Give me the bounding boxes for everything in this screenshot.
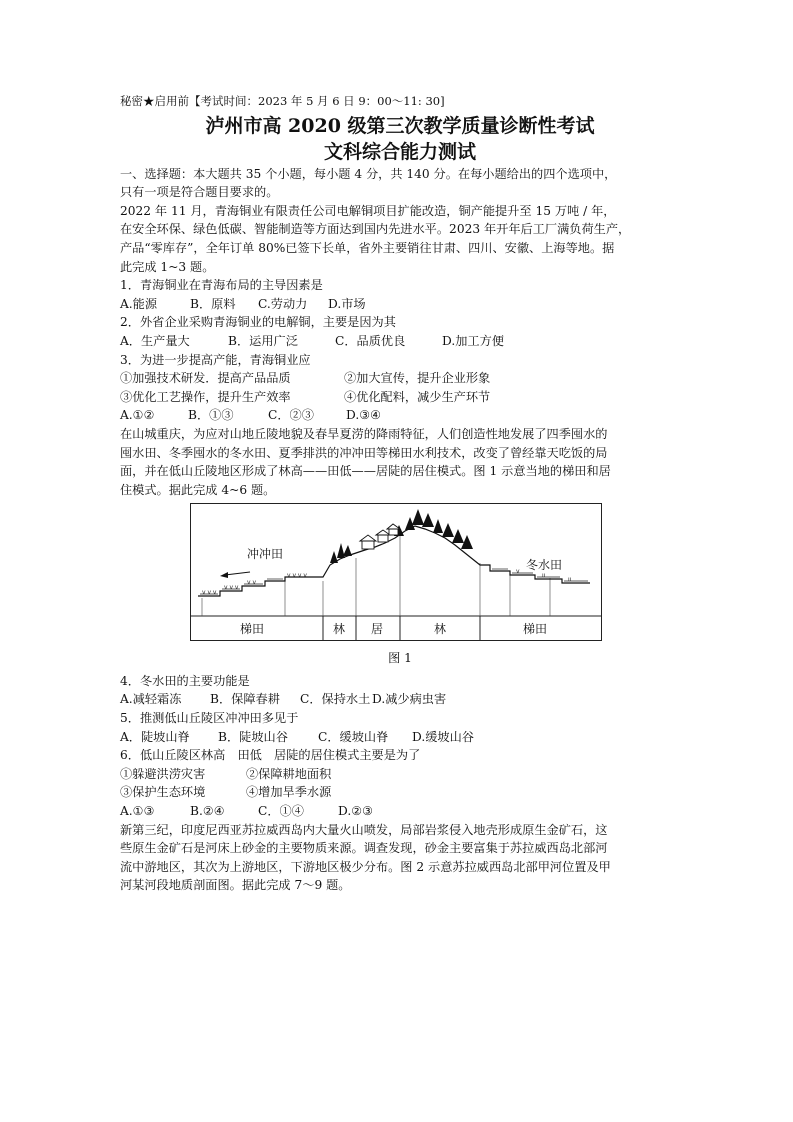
statement: ①躲避洪涝灾害 (120, 766, 206, 781)
option-c: C．②③ (268, 408, 314, 423)
exam-subtitle: 文科综合能力测试 (323, 140, 476, 163)
passage-line: 新第三纪，印度尼西亚苏拉威西岛内大量火山喷发，局部岩浆侵入地壳形成原生金矿石，这 (120, 822, 608, 837)
option-d: D.市场 (328, 296, 366, 311)
figure-caption: 图 1 (388, 651, 412, 666)
option-c: C．保持水土 (300, 692, 371, 707)
statement-row (120, 765, 680, 784)
dongshui-field-label: 冬水田 (526, 558, 563, 573)
statement: ④增加旱季水源 (246, 785, 332, 800)
statement: ②加大宣传，提升企业形象 (344, 371, 491, 386)
question-stem: 4．冬水田的主要功能是 (120, 673, 250, 688)
option-a: A．生产量大 (120, 333, 190, 348)
question-options (120, 295, 680, 314)
zone-label: 居 (371, 622, 384, 637)
passage-line: 囤水田、冬季囤水的冬水田、夏季排洪的冲冲田等梯田水利技术，改变了曾经靠天吃饭的局 (120, 445, 608, 460)
option-d: D.加工方便 (442, 333, 504, 348)
svg-text:v: v (516, 568, 520, 576)
statement: ③优化工艺操作，提升生产效率 (120, 389, 291, 404)
exam-header: 秘密★启用前【考试时间：2023 年 5 月 6 日 9：00～11: 30] (120, 94, 445, 108)
question-stem: 5．推测低山丘陵区冲冲田多见于 (120, 711, 299, 726)
instructions-line: 只有一项是符合题目要求的。 (120, 185, 279, 200)
option-d: D.②③ (338, 804, 374, 819)
exam-title: 泸州市高 2020 级第三次教学质量诊断性考试 (205, 114, 595, 137)
question-options (120, 728, 680, 747)
option-a: A.①③ (120, 804, 155, 819)
passage-line: 2022 年 11 月，青海铜业有限责任公司电解铜项目扩能改造，铜产能提升至 15 万吨 / 年， (120, 203, 616, 218)
svg-text:v v v: v v v (224, 584, 239, 592)
option-b: B．原料 (190, 296, 236, 311)
option-d: D.③④ (346, 408, 382, 423)
option-b: B．保障春耕 (210, 692, 280, 707)
svg-text:ıı: ıı (568, 576, 572, 584)
chongchong-field-label: 冲冲田 (247, 547, 284, 562)
option-c: C．①④ (258, 804, 304, 819)
statement: ①加强技术研发．提高产品品质 (120, 371, 291, 386)
option-d: D.缓坡山谷 (412, 729, 474, 744)
option-c: C．品质优良 (335, 333, 406, 348)
passage-line: 住模式。据此完成 4~6 题。 (120, 482, 276, 497)
svg-text:ıı: ıı (542, 572, 546, 580)
option-a: A.能源 (120, 296, 158, 311)
passage-line: 此完成 1~3 题。 (120, 259, 215, 274)
statement: ④优化配料，减少生产环节 (344, 389, 491, 404)
option-b: B．①③ (188, 408, 234, 423)
question-stem: 6．低山丘陵区林高 田低 居陡的居住模式主要是为了 (120, 748, 421, 763)
statement: ③保护生态环境 (120, 785, 206, 800)
question-stem: 1．青海铜业在青海布局的主导因素是 (120, 278, 323, 293)
option-a: A.①② (120, 408, 155, 423)
option-c: C.劳动力 (258, 296, 308, 311)
question-stem: 3．为进一步提高产能，青海铜业应 (120, 352, 311, 367)
instructions-line: 一、选择题：本大题共 35 个小题，每小题 4 分，共 140 分。在每小题给出的四个选项中， (120, 166, 617, 181)
question-options (120, 802, 680, 821)
statement: ②保障耕地面积 (246, 766, 332, 781)
option-b: B．陡坡山谷 (218, 729, 288, 744)
option-c: C．缓坡山脊 (318, 729, 389, 744)
option-a: A.减轻霜冻 (120, 692, 182, 707)
question-stem: 2．外省企业采购青海铜业的电解铜，主要是因为其 (120, 315, 396, 330)
statement-row (120, 388, 680, 407)
question-options (120, 406, 680, 425)
passage-line: 在安全环保、绿色低碳、智能制造等方面达到国内先进水平。2023 年开年后工厂满负荷生产， (120, 222, 631, 237)
passage-line: 些原生金矿石是河床上砂金的主要物质来源。调查发现，砂金主要富集于苏拉威西岛北部河 (120, 841, 608, 856)
svg-text:v v v: v v v (202, 589, 217, 597)
zone-label: 林 (434, 622, 447, 637)
question-options (120, 690, 680, 709)
passage-line: 河某河段地质剖面图。据此完成 7～9 题。 (120, 878, 351, 893)
option-d: D.减少病虫害 (372, 692, 447, 707)
terrace-figure (190, 503, 602, 641)
question-options (120, 332, 680, 351)
zone-label: 梯田 (240, 622, 265, 637)
option-a: A．陡坡山脊 (120, 729, 190, 744)
svg-text:v v v v: v v v v (287, 572, 307, 580)
statement-row (120, 783, 680, 802)
option-b: B．运用广泛 (228, 333, 298, 348)
zone-label: 梯田 (523, 622, 548, 637)
svg-text:v v: v v (247, 579, 257, 587)
passage-line: 流中游地区，其次为上游地区，下游地区极少分布。图 2 示意苏拉威西岛北部甲河位置及甲 (120, 859, 611, 874)
option-b: B.②④ (190, 804, 225, 819)
exam-page (120, 92, 680, 895)
passage-line: 产品“零库存”，全年订单 80%已签下长单，省外主要销往甘肃、四川、安徽、上海等地。据 (120, 240, 615, 255)
statement-row (120, 369, 680, 388)
passage-line: 在山城重庆，为应对山地丘陵地貌及春旱夏涝的降雨特征，人们创造性地发展了四季囤水的 (120, 426, 608, 441)
zone-label: 林 (333, 622, 346, 637)
passage-line: 面，并在低山丘陵地区形成了林高——田低——居陡的居住模式。图 1 示意当地的梯田和居 (120, 464, 611, 479)
